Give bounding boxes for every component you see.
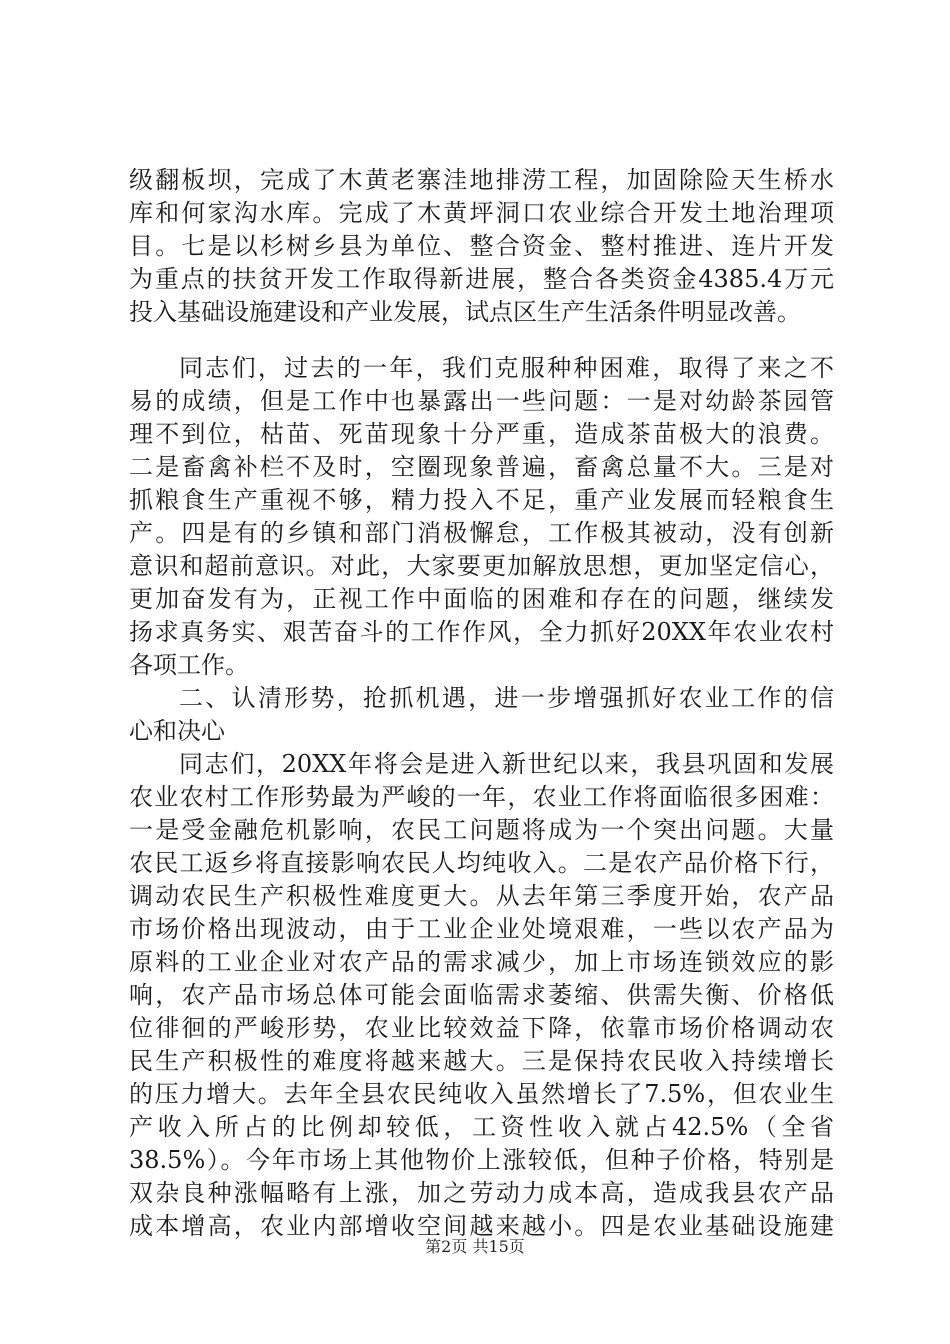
text-line: 二是畜禽补栏不及时，空圈现象普遍，畜禽总量不大。三是对 xyxy=(129,453,834,481)
document-body xyxy=(129,164,834,1243)
text-line: 调动农民生产积极性难度更大。从去年第三季度开始，农产品 xyxy=(129,882,834,910)
text-line: 投入基础设施建设和产业发展，试点区生产生活条件明显改善。 xyxy=(129,298,801,326)
text-line: 产收入所占的比例却较低，工资性收入就占42.5%（全省 xyxy=(129,1113,834,1141)
text-line: 一是受金融危机影响，农民工问题将成为一个突出问题。大量 xyxy=(129,816,834,844)
text-line: 农民工返乡将直接影响农民人均纯收入。二是农产品价格下行， xyxy=(129,849,834,877)
text-line: 扬求真务实、艰苦奋斗的工作作风，全力抓好20XX年农业农村 xyxy=(129,618,834,646)
text-line: 库和何家沟水库。完成了木黄坪洞口农业综合开发土地治理项 xyxy=(129,199,834,227)
text-line: 理不到位，枯苗、死苗现象十分严重，造成茶苗极大的浪费。 xyxy=(129,420,834,448)
text-line: 位徘徊的严峻形势，农业比较效益下降，依靠市场价格调动农 xyxy=(129,1014,834,1042)
text-line: 目。七是以杉树乡县为单位、整合资金、整村推进、连片开发 xyxy=(129,232,834,260)
text-line: 的压力增大。去年全县农民纯收入虽然增长了7.5%，但农业生 xyxy=(129,1080,834,1108)
text-line: 更加奋发有为，正视工作中面临的困难和存在的问题，继续发 xyxy=(129,585,834,613)
text-line: 同志们，过去的一年，我们克服种种困难，取得了来之不 xyxy=(179,354,834,382)
section-heading: 心和决心 xyxy=(129,717,225,745)
text-line: 抓粮食生产重视不够，精力投入不足，重产业发展而轻粮食生 xyxy=(129,486,834,514)
text-line: 级翻板坝，完成了木黄老寨洼地排涝工程，加固除险天生桥水 xyxy=(129,166,834,194)
text-line: 双杂良种涨幅略有上涨，加之劳动力成本高，造成我县农产品 xyxy=(129,1179,834,1207)
text-line: 民生产积极性的难度将越来越大。三是保持农民收入持续增长 xyxy=(129,1047,834,1075)
text-line: 市场价格出现波动，由于工业企业处境艰难，一些以农产品为 xyxy=(129,915,834,943)
text-line: 同志们，20XX年将会是进入新世纪以来，我县巩固和发展 xyxy=(179,750,834,778)
text-line: 易的成绩，但是工作中也暴露出一些问题：一是对幼龄茶园管 xyxy=(129,387,834,415)
text-line: 原料的工业企业对农产品的需求减少，加上市场连锁效应的影 xyxy=(129,948,834,976)
text-line: 意识和超前意识。对此，大家要更加解放思想，更加坚定信心， xyxy=(129,552,834,580)
text-line: 成本增高，农业内部增收空间越来越小。四是农业基础设施建 xyxy=(129,1212,834,1240)
paragraph-gap xyxy=(129,329,834,352)
text-line: 为重点的扶贫开发工作取得新进展，整合各类资金4385.4万元 xyxy=(129,265,834,293)
text-line: 响，农产品市场总体可能会面临需求萎缩、供需失衡、价格低 xyxy=(129,981,834,1009)
text-line: 农业农村工作形势最为严峻的一年，农业工作将面临很多困难： xyxy=(129,783,834,811)
section-heading: 二、认清形势，抢抓机遇，进一步增强抓好农业工作的信 xyxy=(179,684,834,712)
page-number: 第2页 共15页 xyxy=(425,1237,525,1256)
text-line: 38.5%）。今年市场上其他物价上涨较低，但种子价格，特别是 xyxy=(129,1146,834,1174)
text-line: 产。四是有的乡镇和部门消极懈怠，工作极其被动，没有创新 xyxy=(129,519,834,547)
page-footer xyxy=(0,1237,950,1257)
text-line: 各项工作。 xyxy=(129,651,249,679)
